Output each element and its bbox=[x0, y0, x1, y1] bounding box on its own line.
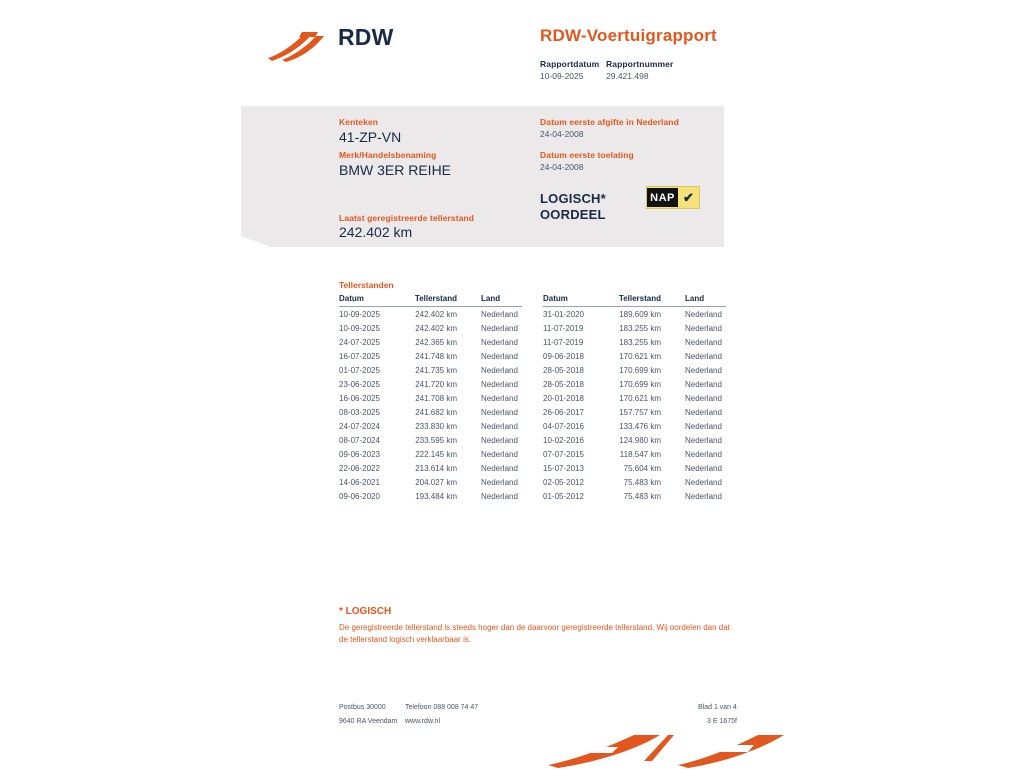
cell-land: Nederland bbox=[481, 337, 518, 347]
table-row bbox=[339, 461, 522, 475]
cell-tellerstand: 233.830 km bbox=[415, 421, 457, 431]
footer-website[interactable]: www.rdw.nl bbox=[405, 718, 441, 725]
cell-tellerstand: 242.365 km bbox=[415, 337, 457, 347]
cell-datum: 24-07-2024 bbox=[339, 421, 380, 431]
cell-datum: 10-02-2016 bbox=[543, 435, 584, 445]
odometer-section-title: Tellerstanden bbox=[339, 280, 394, 290]
table-row bbox=[543, 405, 726, 419]
merk-value: BMW 3ER REIHE bbox=[339, 162, 452, 178]
report-date-label: Rapportdatum bbox=[540, 59, 600, 69]
cell-tellerstand: 183.255 km bbox=[619, 323, 661, 333]
cell-datum: 11-07-2019 bbox=[543, 337, 584, 347]
col-tellerstand: Tellerstand bbox=[605, 292, 679, 307]
cell-datum: 22-06-2022 bbox=[339, 463, 380, 473]
cell-land: Nederland bbox=[685, 477, 722, 487]
cell-tellerstand: 118.547 km bbox=[619, 449, 661, 459]
cell-tellerstand: 241.682 km bbox=[415, 407, 457, 417]
cell-land: Nederland bbox=[481, 365, 518, 375]
table-row bbox=[543, 335, 726, 349]
footer-address-line-1: Postbus 30000 bbox=[339, 704, 386, 711]
rdw-logo-icon bbox=[266, 28, 330, 64]
cell-tellerstand: 242.402 km bbox=[415, 309, 457, 319]
cell-tellerstand: 75.604 km bbox=[623, 463, 661, 473]
col-land: Land bbox=[475, 292, 522, 307]
cell-tellerstand: 204.027 km bbox=[415, 477, 457, 487]
cell-datum: 01-05-2012 bbox=[543, 491, 584, 501]
table-row bbox=[339, 377, 522, 391]
table-row bbox=[339, 363, 522, 377]
table-row bbox=[543, 433, 726, 447]
table-row bbox=[543, 307, 726, 322]
cell-tellerstand: 75.483 km bbox=[623, 491, 661, 501]
report-number-value: 29.421.498 bbox=[606, 71, 649, 81]
table-row bbox=[339, 335, 522, 349]
last-odometer-value: 242.402 km bbox=[339, 224, 413, 240]
cell-datum: 16-06-2025 bbox=[339, 393, 380, 403]
cell-land: Nederland bbox=[685, 379, 722, 389]
cell-tellerstand: 170.621 km bbox=[619, 351, 661, 361]
vehicle-summary-panel bbox=[241, 106, 724, 247]
footer-address-line-2: 9640 RA Veendam bbox=[339, 718, 398, 725]
cell-land: Nederland bbox=[481, 407, 518, 417]
cell-tellerstand: 193.484 km bbox=[415, 491, 457, 501]
table-row bbox=[339, 475, 522, 489]
cell-tellerstand: 241.720 km bbox=[415, 379, 457, 389]
cell-datum: 08-03-2025 bbox=[339, 407, 380, 417]
table-row bbox=[543, 363, 726, 377]
cell-datum: 10-09-2025 bbox=[339, 323, 380, 333]
table-row bbox=[543, 377, 726, 391]
cell-land: Nederland bbox=[685, 393, 722, 403]
cell-datum: 02-05-2012 bbox=[543, 477, 584, 487]
cell-land: Nederland bbox=[481, 379, 518, 389]
cell-land: Nederland bbox=[685, 463, 722, 473]
cell-datum: 04-07-2016 bbox=[543, 421, 584, 431]
cell-land: Nederland bbox=[481, 323, 518, 333]
cell-tellerstand: 242.402 km bbox=[415, 323, 457, 333]
footnote-title: * LOGISCH bbox=[339, 606, 392, 617]
odometer-table-right bbox=[543, 292, 726, 503]
table-row bbox=[339, 405, 522, 419]
cell-tellerstand: 170.621 km bbox=[619, 393, 661, 403]
cell-tellerstand: 170.699 km bbox=[619, 365, 661, 375]
kenteken-value: 41-ZP-VN bbox=[339, 129, 402, 145]
cell-land: Nederland bbox=[481, 491, 518, 501]
table-row bbox=[339, 391, 522, 405]
table-row bbox=[339, 433, 522, 447]
cell-land: Nederland bbox=[685, 407, 722, 417]
first-registration-nl-label: Datum eerste afgifte in Nederland bbox=[540, 117, 679, 127]
rdw-footer-graphic-icon bbox=[548, 735, 788, 768]
cell-datum: 09-06-2018 bbox=[543, 351, 584, 361]
table-row bbox=[543, 447, 726, 461]
footnote-body: De geregistreerde tellerstand is steeds hoger dan de daarvoor geregistreerde tellerstand. Wij oordelen dan dat de tellerstand logisch verklaarbaar is. bbox=[339, 623, 730, 644]
cell-land: Nederland bbox=[685, 351, 722, 361]
cell-datum: 07-07-2015 bbox=[543, 449, 584, 459]
cell-land: Nederland bbox=[685, 491, 722, 501]
cell-datum: 15-07-2013 bbox=[543, 463, 584, 473]
cell-land: Nederland bbox=[685, 435, 722, 445]
table-row bbox=[339, 349, 522, 363]
merk-label: Merk/Handelsbenaming bbox=[339, 150, 437, 160]
cell-tellerstand: 183.255 km bbox=[619, 337, 661, 347]
verdict-line-2: OORDEEL bbox=[540, 207, 606, 222]
cell-tellerstand: 241.735 km bbox=[415, 365, 457, 375]
cell-datum: 26-06-2017 bbox=[543, 407, 584, 417]
cell-tellerstand: 124.980 km bbox=[619, 435, 661, 445]
cell-datum: 16-07-2025 bbox=[339, 351, 380, 361]
report-number-label: Rapportnummer bbox=[606, 59, 674, 69]
cell-land: Nederland bbox=[481, 309, 518, 319]
col-tellerstand: Tellerstand bbox=[401, 292, 475, 307]
table-row bbox=[339, 489, 522, 503]
table-row bbox=[543, 461, 726, 475]
table-row bbox=[339, 419, 522, 433]
cell-land: Nederland bbox=[481, 393, 518, 403]
first-admission-value: 24-04-2008 bbox=[540, 162, 584, 172]
table-header-row bbox=[543, 292, 726, 307]
col-datum: Datum bbox=[339, 292, 401, 307]
cell-datum: 23-06-2025 bbox=[339, 379, 380, 389]
col-land: Land bbox=[679, 292, 726, 307]
cell-datum: 01-07-2025 bbox=[339, 365, 380, 375]
table-header-row bbox=[339, 292, 522, 307]
first-admission-label: Datum eerste toelating bbox=[540, 150, 634, 160]
cell-land: Nederland bbox=[481, 435, 518, 445]
cell-tellerstand: 170.699 km bbox=[619, 379, 661, 389]
cell-land: Nederland bbox=[685, 323, 722, 333]
nap-badge bbox=[646, 186, 700, 209]
page-title: RDW-Voertuigrapport bbox=[540, 26, 717, 45]
cell-datum: 10-09-2025 bbox=[339, 309, 380, 319]
cell-tellerstand: 189.609 km bbox=[619, 309, 661, 319]
cell-land: Nederland bbox=[481, 421, 518, 431]
cell-land: Nederland bbox=[685, 449, 722, 459]
cell-tellerstand: 133.476 km bbox=[619, 421, 661, 431]
last-odometer-label: Laatst geregistreerde tellerstand bbox=[339, 213, 475, 223]
cell-land: Nederland bbox=[481, 449, 518, 459]
table-row bbox=[339, 447, 522, 461]
cell-tellerstand: 222.145 km bbox=[415, 449, 457, 459]
footer-page-info: Blad 1 van 4 bbox=[698, 704, 737, 711]
cell-tellerstand: 233.595 km bbox=[415, 435, 457, 445]
col-datum: Datum bbox=[543, 292, 605, 307]
table-row bbox=[543, 321, 726, 335]
cell-land: Nederland bbox=[685, 337, 722, 347]
cell-land: Nederland bbox=[481, 477, 518, 487]
cell-land: Nederland bbox=[685, 365, 722, 375]
cell-datum: 28-05-2018 bbox=[543, 365, 584, 375]
cell-tellerstand: 157.757 km bbox=[619, 407, 661, 417]
kenteken-label: Kenteken bbox=[339, 117, 379, 127]
table-row bbox=[339, 321, 522, 335]
cell-datum: 14-06-2021 bbox=[339, 477, 380, 487]
cell-datum: 11-07-2019 bbox=[543, 323, 584, 333]
brand-name: RDW bbox=[338, 24, 394, 50]
cell-datum: 31-01-2020 bbox=[543, 309, 584, 319]
cell-land: Nederland bbox=[685, 309, 722, 319]
table-row bbox=[543, 475, 726, 489]
table-row bbox=[543, 419, 726, 433]
report-date-value: 10-09-2025 bbox=[540, 71, 584, 81]
footer-doc-code: 3 E 1675f bbox=[707, 718, 737, 725]
check-icon: ✔ bbox=[683, 190, 694, 205]
cell-datum: 08-07-2024 bbox=[339, 435, 380, 445]
verdict-block bbox=[540, 191, 606, 223]
cell-tellerstand: 213.614 km bbox=[415, 463, 457, 473]
verdict-line-1: LOGISCH* bbox=[540, 191, 606, 206]
first-registration-nl-value: 24-04-2008 bbox=[540, 129, 584, 139]
cell-land: Nederland bbox=[481, 463, 518, 473]
footer-phone: Telefoon 088 008 74 47 bbox=[405, 704, 479, 711]
table-row bbox=[339, 307, 522, 322]
table-row bbox=[543, 489, 726, 503]
cell-datum: 09-06-2023 bbox=[339, 449, 380, 459]
cell-tellerstand: 75.483 km bbox=[623, 477, 661, 487]
cell-land: Nederland bbox=[481, 351, 518, 361]
cell-tellerstand: 241.708 km bbox=[415, 393, 457, 403]
cell-datum: 09-06-2020 bbox=[339, 491, 380, 501]
table-row bbox=[543, 391, 726, 405]
odometer-table-left bbox=[339, 292, 522, 503]
cell-tellerstand: 241.748 km bbox=[415, 351, 457, 361]
cell-datum: 20-01-2018 bbox=[543, 393, 584, 403]
table-row bbox=[543, 349, 726, 363]
cell-land: Nederland bbox=[685, 421, 722, 431]
cell-datum: 28-05-2018 bbox=[543, 379, 584, 389]
nap-label: NAP bbox=[647, 188, 678, 207]
cell-datum: 24-07-2025 bbox=[339, 337, 380, 347]
